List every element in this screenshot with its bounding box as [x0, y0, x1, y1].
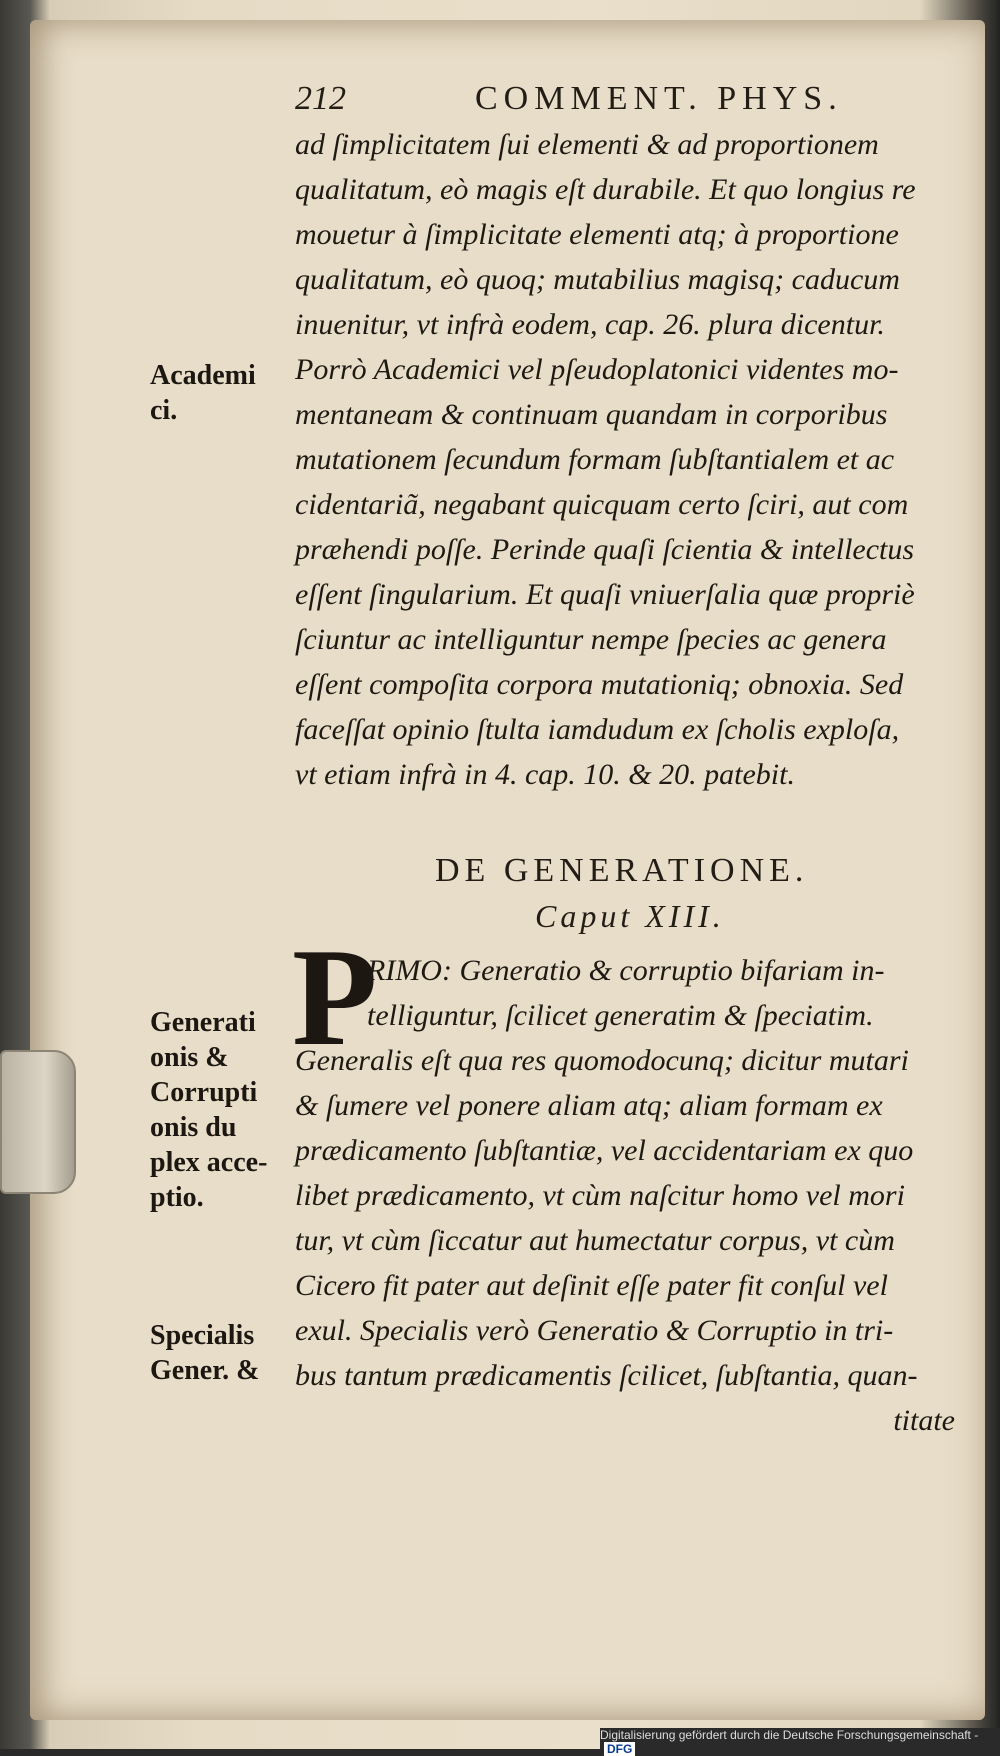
marginal-line: ci.	[150, 395, 178, 426]
marginal-line: ptio.	[150, 1182, 204, 1213]
marginal-line: Academi	[150, 360, 256, 391]
digitization-credit	[600, 1728, 1000, 1756]
text-line: exul. Specialis verò Generatio & Corruptio in tri-	[295, 1314, 894, 1347]
marginal-line: Generati	[150, 1007, 256, 1038]
text-line: faceſſat opinio ſtulta iamdudum ex ſcholis exploſa,	[295, 713, 900, 746]
body-text-before-chapter	[295, 122, 975, 797]
text-line: eſſent ſingularium. Et quaſi vniuerſalia quæ propriè	[295, 578, 915, 611]
text-line: Cicero fit pater aut deſinit eſſe pater fit conſul vel	[295, 1269, 888, 1302]
text-line: ad ſimplicitatem ſui elementi & ad proportionem	[295, 128, 879, 161]
text-line: bus tantum prædicamentis ſcilicet, ſubſtantia, quan-	[295, 1359, 918, 1392]
marginal-note-academici	[150, 358, 290, 428]
text-line: titate	[893, 1404, 955, 1437]
body-text-after-chapter	[295, 948, 975, 1443]
text-line: tur, vt cùm ſiccatur aut humectatur corpus, vt cùm	[295, 1224, 895, 1257]
text-line: & ſumere vel ponere aliam atq; aliam formam ex	[295, 1089, 883, 1122]
credit-text: Digitalisierung gefördert durch die Deutsche Forschungsgemeinschaft -	[600, 1728, 979, 1742]
marginal-note-specialis	[150, 1318, 290, 1388]
text-line: ſciuntur ac intelliguntur nempe ſpecies ac genera	[295, 623, 887, 656]
text-line: qualitatum, eò quoq; mutabilius magisq; caducum	[295, 263, 900, 296]
text-line: Generalis eſt qua res quomodocunq; dicitur mutari	[295, 1044, 909, 1077]
text-line: vt etiam infrà in 4. cap. 10. & 20. patebit.	[295, 758, 795, 791]
text-line: prædicamento ſubſtantiæ, vel accidentariam ex quo	[295, 1134, 914, 1167]
running-title: COMMENT. PHYS.	[475, 80, 843, 117]
text-line: mentaneam & continuam quandam in corporibus	[295, 398, 888, 431]
text-line: præhendi poſſe. Perinde quaſi ſcientia & intellectus	[295, 533, 915, 566]
text-line: eſſent compoſita corpora mutationiq; obnoxia. Sed	[295, 668, 904, 701]
marginal-line: Specialis	[150, 1320, 255, 1351]
book-clasp	[0, 1050, 76, 1194]
chapter-number: Caput XIII.	[535, 898, 725, 934]
dfg-logo: DFG	[604, 1742, 635, 1756]
page-header	[295, 80, 915, 120]
marginal-line: plex acce-	[150, 1147, 268, 1178]
text-line: mouetur à ſimplicitate elementi atq; à proportione	[295, 218, 899, 251]
marginal-line: onis du	[150, 1112, 237, 1143]
marginal-line: Corrupti	[150, 1077, 258, 1108]
marginal-note-generationis	[150, 1005, 290, 1215]
text-line: mutationem ſecundum formam ſubſtantialem et ac	[295, 443, 895, 476]
text-line: inuenitur, vt infrà eodem, cap. 26. plura dicentur.	[295, 308, 885, 341]
text-line: telliguntur, ſcilicet generatim & ſpeciatim.	[367, 999, 874, 1032]
chapter-heading: DE GENERATIONE.	[435, 852, 809, 889]
page-number: 212	[295, 80, 346, 117]
text-line: libet prædicamento, vt cùm naſcitur homo vel mori	[295, 1179, 905, 1212]
text-line: Porrò Academici vel pſeudoplatonici videntes mo-	[295, 353, 899, 386]
drop-cap: P	[292, 920, 378, 1075]
text-line: RIMO: Generatio & corruptio bifariam in-	[367, 954, 885, 987]
text-line: qualitatum, eò magis eſt durabile. Et quo longius re	[295, 173, 916, 206]
marginal-line: Gener. &	[150, 1355, 260, 1386]
marginal-line: onis &	[150, 1042, 229, 1073]
text-line: cidentariã, negabant quicquam certo ſciri, aut com	[295, 488, 909, 521]
